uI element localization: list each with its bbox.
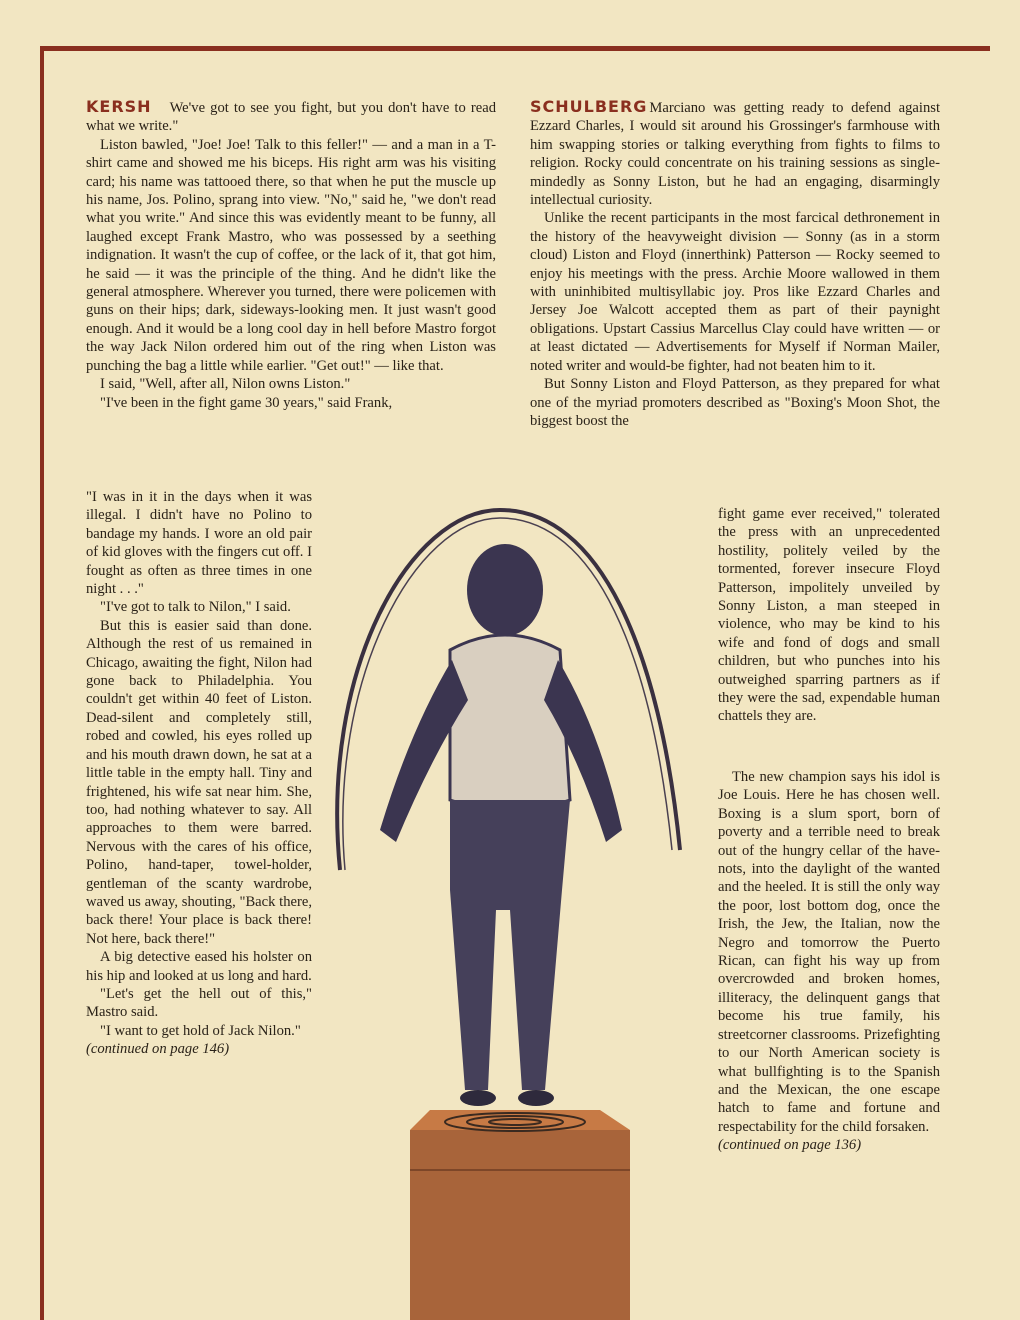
schulberg-column-narrow-a xyxy=(718,505,940,726)
schulberg-continued-note: (continued on page 136) xyxy=(718,1137,862,1154)
schulberg-column-narrow-b xyxy=(718,768,940,1155)
boxer-legs xyxy=(450,800,570,1090)
kersh-paragraph-8: A big detective eased his holster on his hip and looked at us long and hard. xyxy=(86,949,312,984)
boxer-head xyxy=(467,544,543,636)
top-border-rule xyxy=(40,46,990,51)
kersh-continued-note: (continued on page 146) xyxy=(86,1041,230,1058)
kersh-column-narrow xyxy=(86,488,312,1059)
kersh-paragraph-2: Liston bawled, "Joe! Joe! Talk to this feller!" — and a man in a T-shirt came and showed me his biceps. His right arm was his visiting card; his name was tattooed there, so that when he put the muscle up his name, Jos. Polino, sprang into view. "No," said he, "we don't read what you write." And since this was evidently meant to be funny, all laughed except Frank Mastro, who was possessed by a seething indignation. It wasn't the cup of coffee, or the lack of it, that got him, he said — it was the principle of the thing. And he didn't like the general atmosphere. Wherever you turned, there were policemen with guns on their hips; dark, sideways-looking men. It just wasn't good enough. And it would be a long cool day in hell before Mastro forgot the way Jack Nilon ordered him out of the ring when Liston was punching the bag a little while earlier. "Get out!" — like that. xyxy=(86,136,496,374)
pedestal xyxy=(410,1110,630,1320)
schulberg-paragraph-1: SCHULBERG Marciano was getting ready to defend against Ezzard Charles, I would sit around his Grossinger's farmhouse with him swapping stories or talking everything from fights to films to religion. Rocky could concentrate on his training sessions as single-mindedly as Sonny Liston, but he had an engaging, disarmingly intellectual curiosity. xyxy=(530,97,940,209)
kersh-paragraph-9: "Let's get the hell out of this," Mastro said. xyxy=(86,985,312,1021)
schulberg-paragraph-5: The new champion says his idol is Joe Louis. Here he has chosen well. Boxing is a slum sport, born of poverty and a terrible need to break out of the hungry cellar of the have-nots, into the daylight of the wanted and the heeled. It is still the only way the poor, lost bottom dog, once the Irish, the Jew, the Italian, now the Negro and tomorrow the Puerto Rican, can fight his way up from overcrowded and broken homes, illiteracy, the delinquent gangs that become his true family, his streetcorner classrooms. Prizefighting to our North American society is what bullfighting is to the Spanish and the Mexican, the one escape hatch to fame and fortune and respectability for the child forsaken. xyxy=(718,769,940,1135)
schulberg-byline: SCHULBERG xyxy=(530,97,648,116)
kersh-paragraph-7: But this is easier said than done. Although the rest of us remained in Chicago, awaiting the fight, Nilon had gone back to Philadelphia. You couldn't get within 40 feet of Liston. Dead-silent and completely still, robed and cowled, his eyes rolled up and his mouth drawn down, he sat at a little table in the empty hall. Tiny and frightened, his wife sat near him. She, too, had nothing whatever to say. All approaches to them were barred. Nervous with the cares of his office, Polino, hand-taper, towel-holder, gentleman of the scanty wardrobe, waved us away, shouting, "Back there, back there! Your place is back there! Not here, back there!" xyxy=(86,617,312,947)
kersh-byline: KERSH xyxy=(86,97,152,116)
kersh-paragraph-5: "I was in it in the days when it was illegal. I didn't have no Polino to bandage my hands. I wore an old pair of kid gloves with the fingers cut off. I fought as often as three times in one night . . ." xyxy=(86,489,312,598)
schulberg-column-top xyxy=(530,98,940,430)
schulberg-paragraph-2: Unlike the recent participants in the most farcical dethronement in the history of the heavyweight division — Sonny (as in a storm cloud) Liston and Floyd (innerthink) Patterson — Rocky seemed to enjoy his meetings with the press. Archie Moore wallowed in them with uninhibited multisyllabic joy. Pros like Ezzard Charles and Jersey Joe Walcott accepted them as part of their paynight obligations. Upstart Cassius Marcellus Clay could have written — or at least dictated — Advertisements for Myself if Norman Mailer, noted writer and would-be fighter, had not beaten him to it. xyxy=(530,210,940,374)
boxer-skipping-rope-illustration xyxy=(300,470,720,1320)
kersh-paragraph-3: I said, "Well, after all, Nilon owns Liston." xyxy=(100,376,351,393)
schulberg-paragraph-4: fight game ever received," tolerated the press with an unprecedented hostility, politely veiled by the tormented, forever insecure Floyd Patterson, impolitely unveiled by Sonny Liston, a man steeped in violence, who may be kind to his wife and fond of dogs and small children, but who punches into his outweighed sparring partners as if they were the sad, expendable human chattels they are. xyxy=(718,506,940,725)
schulberg-paragraph-3: But Sonny Liston and Floyd Patterson, as they prepared for what one of the myriad promoters described as "Boxing's Moon Shot, the biggest boost the xyxy=(530,376,940,429)
kersh-paragraph-10: "I want to get hold of Jack Nilon." xyxy=(100,1022,301,1039)
kersh-paragraph-1: KERSH We've got to see you fight, but you don't have to read what we write." xyxy=(86,97,496,135)
boxer-torso xyxy=(450,635,570,810)
kersh-paragraph-4: "I've been in the fight game 30 years," said Frank, xyxy=(100,394,393,411)
kersh-paragraph-6: "I've got to talk to Nilon," I said. xyxy=(100,599,291,616)
left-border-rule xyxy=(40,46,44,1320)
kersh-column-top xyxy=(86,98,496,412)
